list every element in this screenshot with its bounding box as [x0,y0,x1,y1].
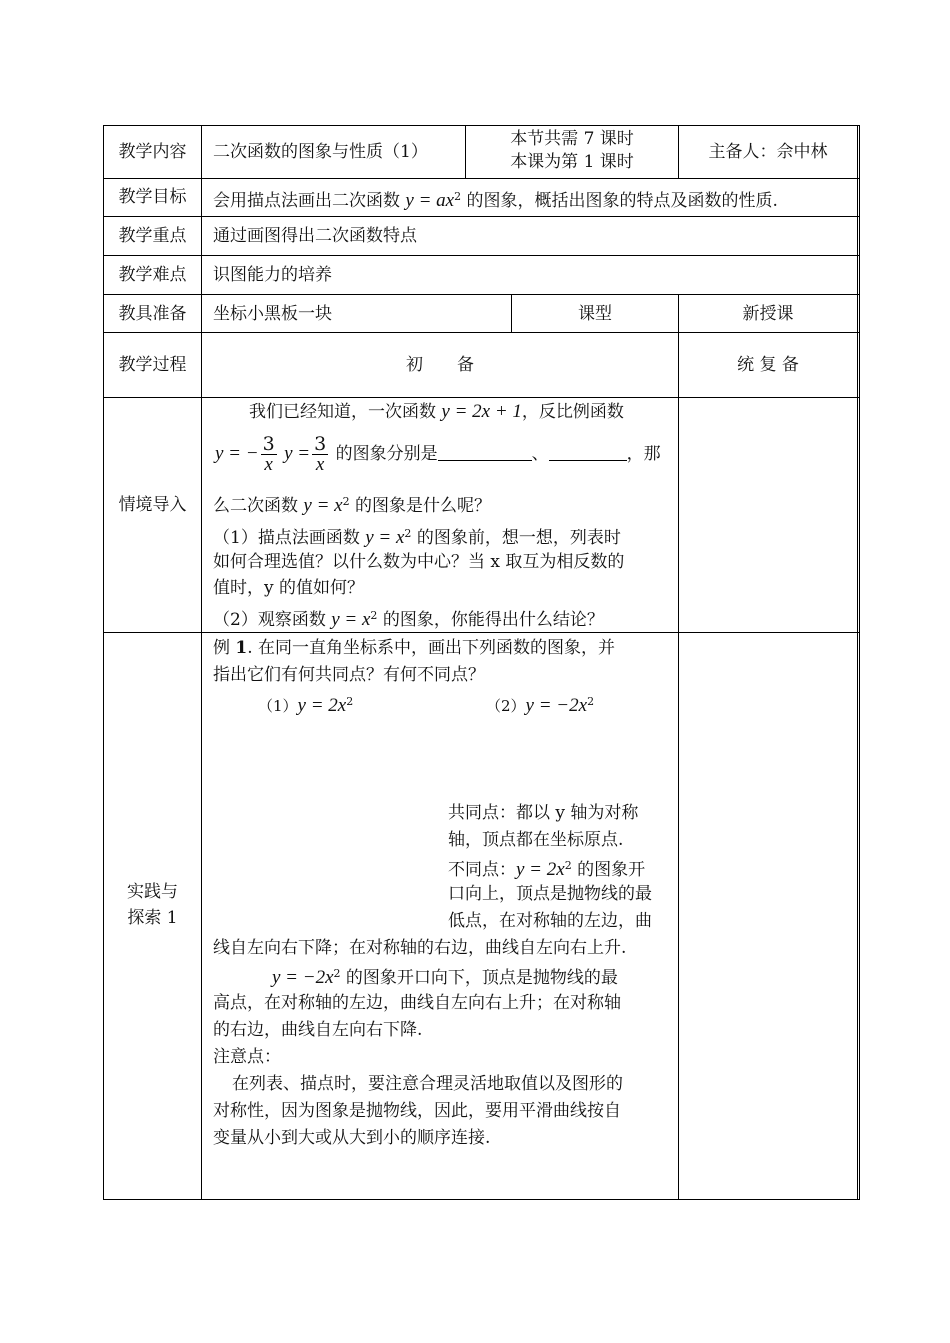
difference-post: 的图象开 [571,860,646,880]
goal-text-pre: 会用描点法画出二次函数 [213,191,406,211]
quadratic-formula: y = x [303,495,343,516]
quadratic-formula: y = x [365,527,405,548]
question-1-line2: 如何合理选值？以什么数为中心？当 x 取互为相反数的 [213,552,625,572]
column-divider [678,294,679,1200]
example-number: 1 [235,638,248,658]
difference-line3: 低点，在对称轴的左边，曲 [448,911,652,931]
difference-line1 [448,854,645,882]
goal-formula: y = ax [405,190,455,211]
lesson-type-value: 新授课 [742,304,794,324]
negative-formula: y = −2x [272,967,334,988]
difference-pre: 不同点： [448,860,516,880]
note-line2: 对称性，因为图象是抛物线，因此，要用平滑曲线按自 [213,1101,621,1121]
process-label: 教学过程 [118,355,187,375]
example-line1 [213,636,615,660]
content-label: 教学内容 [118,142,187,162]
intro-line2 [215,430,661,478]
explore-label-line2: 探索 1 [127,908,178,928]
function-2 [486,690,594,718]
fraction-denominator: x [315,454,325,475]
intro-line3 [213,490,491,518]
note-line3: 变量从小到大或从大到小的顺序连接. [213,1128,491,1148]
fraction-denominator: x [264,454,273,475]
function-1 [258,690,353,718]
superscript-two: 2 [342,495,350,508]
intro-line2-mid: 的图象分别是 [330,444,438,464]
inverse-function-y1: y = − [215,443,259,464]
note-label: 注意点： [213,1047,281,1067]
row-divider [103,255,859,256]
focus-value: 通过画图得出二次函数特点 [213,226,417,246]
difficulty-value: 识图能力的培养 [213,265,332,285]
common-points-line2: 轴，顶点都在坐标原点. [448,830,624,850]
function-1-label: （1） [258,697,298,715]
common-points-line1: 共同点：都以 y 轴为对称 [448,803,639,823]
superscript-two: 2 [454,190,462,203]
answer-blank[interactable] [438,442,532,461]
difference-line2: 口向上，顶点是抛物线的最 [448,884,652,904]
difference-line4: 线自左向右下降；在对称轴的右边，曲线自左向右上升. [213,938,627,958]
answer-blank[interactable] [549,442,627,461]
intro-line2-sep: 、 [531,444,549,464]
row-divider [103,332,859,333]
intro-line1-post: ，反比例函数 [521,402,624,422]
intro-line3-post: 的图象是什么呢？ [349,496,491,516]
difference-formula: y = 2x [516,859,565,880]
negative-post: 的图象开口向下，顶点是抛物线的最 [340,968,618,988]
question-1-line3: 值时，y 的值如何？ [213,578,365,598]
table-border-right-double [859,125,860,1200]
row-divider [103,216,859,217]
explore-label-line1: 实践与 [127,882,178,902]
review-prep-header: 统 复 备 [737,355,799,375]
goal-text [213,185,778,213]
intro-line3-pre: 么二次函数 [213,496,304,516]
negative-line2: 高点，在对称轴的左边，曲线自左向右上升；在对称轴 [213,993,621,1013]
table-border-top [103,125,859,126]
question-2-post: 的图象，你能得出什么结论？ [377,610,604,630]
question-1 [213,522,621,550]
question-2-pre: （2）观察函数 [213,610,332,630]
fraction-numerator: 3 [314,433,327,455]
table-border-bottom [103,1199,859,1200]
intro-line1-pre: 我们已经知道，一次函数 [249,402,442,422]
function-1-formula: y = 2x [297,695,347,716]
row-divider [103,294,859,295]
intro-line1 [249,400,624,424]
question-1-pre: （1）描点法画函数 [213,528,366,548]
superscript-two: 2 [564,859,572,872]
intro-line2-post: ，那 [626,444,661,464]
fraction-numerator: 3 [262,433,275,455]
fraction [312,434,328,475]
goal-label: 教学目标 [118,187,187,207]
function-2-formula: y = −2x [525,695,588,716]
table-border-right [857,125,858,1200]
superscript-two: 2 [346,695,354,708]
tools-label: 教具准备 [118,304,187,324]
hours-total: 本节共需 7 课时 [510,129,634,149]
superscript-two: 2 [404,527,412,540]
intro-label: 情境导入 [118,495,187,515]
preparer: 主备人：佘中林 [708,142,828,162]
linear-function-formula: y = 2x + 1 [441,401,522,422]
row-divider [103,178,859,179]
negative-line1 [272,962,618,990]
row-divider [103,632,859,633]
example-prefix: 例 [213,638,236,658]
question-1-post: 的图象前，想一想，列表时 [411,528,621,548]
tools-value: 坐标小黑板一块 [213,304,332,324]
example-line2: 指出它们有何共同点？有何不同点？ [213,665,485,685]
fraction [261,434,277,475]
superscript-two: 2 [333,967,341,980]
row-divider [103,397,859,398]
initial-prep-header: 初 备 [406,355,474,375]
function-2-label: （2） [486,697,526,715]
superscript-two: 2 [587,695,595,708]
negative-line3: 的右边，曲线自左向右下降. [213,1020,423,1040]
example-line1-text: . 在同一直角坐标系中，画出下列函数的图象，并 [247,638,616,658]
focus-label: 教学重点 [118,226,187,246]
difficulty-label: 教学难点 [118,265,187,285]
content-value: 二次函数的图象与性质（1） [213,142,428,162]
hours-current: 本课为第 1 课时 [510,152,634,172]
goal-text-post: 的图象，概括出图象的特点及函数的性质. [461,191,778,211]
quadratic-formula: y = x [331,609,371,630]
lesson-type-label: 课型 [578,304,612,324]
column-divider [201,125,202,1200]
note-line1: 在列表、描点时，要注意合理灵活地取值以及图形的 [232,1074,623,1094]
inverse-function-y2: y = [284,443,311,464]
superscript-two: 2 [370,609,378,622]
question-2 [213,604,604,632]
